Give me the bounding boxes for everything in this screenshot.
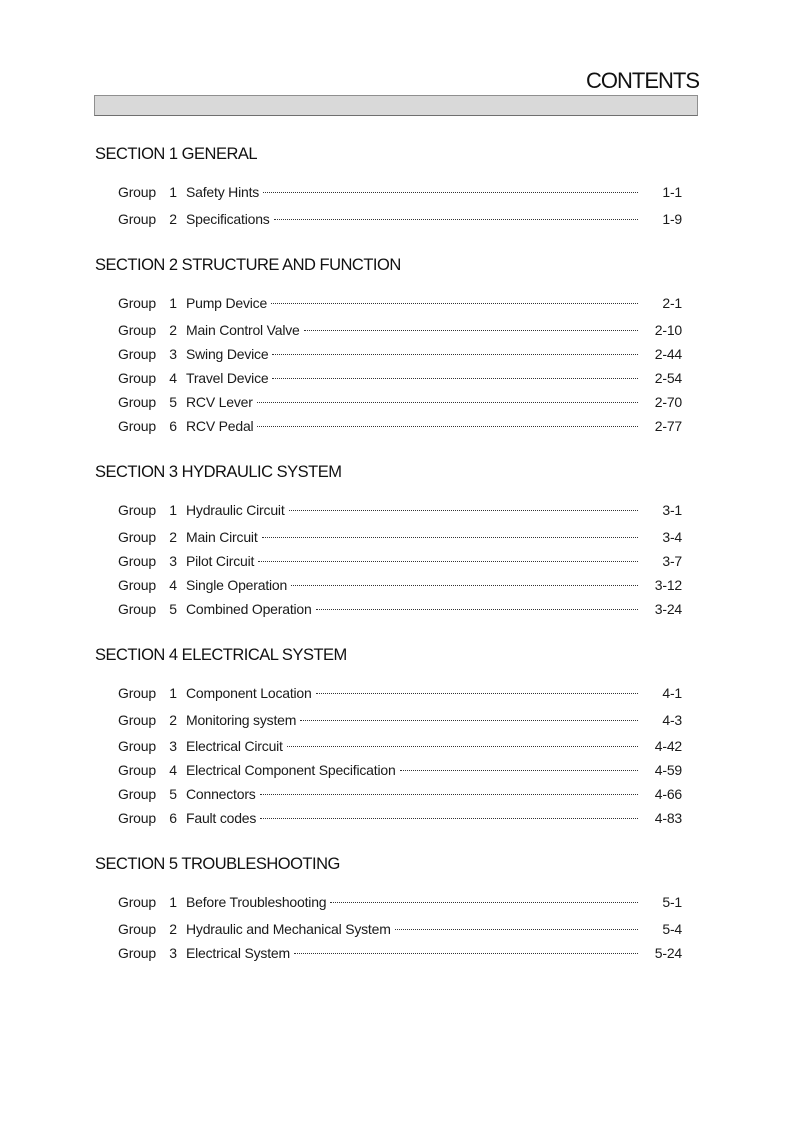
entry-line [186, 394, 640, 410]
group-label: Group [118, 553, 156, 569]
dot-leader [271, 302, 638, 304]
group-label: Group [118, 418, 156, 434]
toc-entry[interactable] [118, 685, 682, 705]
toc-entry[interactable] [118, 184, 682, 204]
page-number: 4-83 [654, 810, 682, 826]
group-number: 1 [169, 184, 177, 200]
dot-leader [272, 353, 638, 355]
group-label: Group [118, 184, 156, 200]
group-label: Group [118, 762, 156, 778]
group-number: 1 [169, 502, 177, 518]
group-number: 2 [169, 322, 177, 338]
entry-line [186, 370, 640, 386]
page-number: 2-77 [654, 418, 682, 434]
group-label: Group [118, 685, 156, 701]
dot-leader [257, 401, 638, 403]
group-label: Group [118, 712, 156, 728]
entry-line [186, 894, 640, 910]
dot-leader [304, 329, 638, 331]
entry-line [186, 921, 640, 937]
group-number: 3 [169, 346, 177, 362]
entry-line [186, 295, 640, 311]
entry-title: Monitoring system [186, 712, 297, 728]
entry-title: Hydraulic and Mechanical System [186, 921, 391, 937]
dot-leader [316, 692, 638, 694]
entry-title: Hydraulic Circuit [186, 502, 285, 518]
dot-leader [272, 377, 638, 379]
dot-leader [262, 536, 638, 538]
toc-entry[interactable] [118, 921, 682, 941]
page-number: 1-9 [662, 211, 682, 227]
toc-entry[interactable] [118, 370, 682, 390]
page-number: 2-54 [654, 370, 682, 386]
group-label: Group [118, 370, 156, 386]
entry-title: Electrical System [186, 945, 290, 961]
entry-title: Pilot Circuit [186, 553, 255, 569]
section-heading: SECTION 1 GENERAL [95, 145, 258, 163]
group-number: 6 [169, 810, 177, 826]
group-label: Group [118, 921, 156, 937]
group-number: 5 [169, 786, 177, 802]
dot-leader [294, 952, 638, 954]
entry-line [186, 601, 640, 617]
group-label: Group [118, 810, 156, 826]
page-number: 4-66 [654, 786, 682, 802]
group-number: 6 [169, 418, 177, 434]
toc-entry[interactable] [118, 945, 682, 965]
dot-leader [289, 509, 638, 511]
group-number: 2 [169, 921, 177, 937]
entry-title: RCV Pedal [186, 418, 254, 434]
group-number: 3 [169, 945, 177, 961]
toc-entry[interactable] [118, 502, 682, 522]
group-number: 5 [169, 601, 177, 617]
entry-title: Specifications [186, 211, 270, 227]
dot-leader [395, 928, 638, 930]
toc-entry[interactable] [118, 346, 682, 366]
group-number: 2 [169, 211, 177, 227]
toc-entry[interactable] [118, 295, 682, 315]
section-heading: SECTION 4 ELECTRICAL SYSTEM [95, 646, 347, 664]
group-number: 2 [169, 712, 177, 728]
dot-leader [300, 719, 638, 721]
group-label: Group [118, 295, 156, 311]
entry-title: Combined Operation [186, 601, 312, 617]
entry-title: Main Control Valve [186, 322, 300, 338]
group-label: Group [118, 394, 156, 410]
toc-entry[interactable] [118, 577, 682, 597]
page-number: 5-1 [662, 894, 682, 910]
page-number: 5-4 [662, 921, 682, 937]
group-label: Group [118, 894, 156, 910]
page-number: 4-42 [654, 738, 682, 754]
entry-title: Electrical Component Specification [186, 762, 396, 778]
dot-leader [263, 191, 638, 193]
group-label: Group [118, 322, 156, 338]
dot-leader [330, 901, 638, 903]
page-number: 2-1 [662, 295, 682, 311]
group-number: 4 [169, 370, 177, 386]
entry-title: Electrical Circuit [186, 738, 283, 754]
entry-title: RCV Lever [186, 394, 253, 410]
entry-line [186, 418, 640, 434]
entry-title: Pump Device [186, 295, 268, 311]
entry-title: Connectors [186, 786, 256, 802]
title-bar [94, 95, 698, 116]
page-number: 3-4 [662, 529, 682, 545]
entry-line [186, 502, 640, 518]
entry-line [186, 712, 640, 728]
page-number: 2-10 [654, 322, 682, 338]
toc-entry[interactable] [118, 810, 682, 830]
entry-line [186, 685, 640, 701]
toc-entry[interactable] [118, 322, 682, 342]
group-number: 1 [169, 685, 177, 701]
toc-entry[interactable] [118, 762, 682, 782]
page-number: 2-44 [654, 346, 682, 362]
toc-entry[interactable] [118, 418, 682, 438]
entry-line [186, 738, 640, 754]
group-number: 1 [169, 295, 177, 311]
entry-title: Fault codes [186, 810, 257, 826]
page-number: 5-24 [654, 945, 682, 961]
group-label: Group [118, 502, 156, 518]
toc-entry[interactable] [118, 553, 682, 573]
entry-title: Component Location [186, 685, 312, 701]
group-number: 2 [169, 529, 177, 545]
entry-line [186, 322, 640, 338]
section-heading: SECTION 5 TROUBLESHOOTING [95, 855, 340, 873]
entry-line [186, 184, 640, 200]
page-number: 3-7 [662, 553, 682, 569]
entry-line [186, 211, 640, 227]
toc-entry[interactable] [118, 712, 682, 732]
page-number: 3-1 [662, 502, 682, 518]
group-label: Group [118, 601, 156, 617]
page-number: 4-3 [662, 712, 682, 728]
page-number: 4-1 [662, 685, 682, 701]
entry-line [186, 346, 640, 362]
page-number: 1-1 [662, 184, 682, 200]
toc-entry[interactable] [118, 394, 682, 414]
dot-leader [316, 608, 638, 610]
toc-entry[interactable] [118, 738, 682, 758]
group-label: Group [118, 738, 156, 754]
page-number: 3-24 [654, 601, 682, 617]
dot-leader [257, 425, 638, 427]
toc-entry[interactable] [118, 529, 682, 549]
entry-line [186, 945, 640, 961]
section-heading: SECTION 3 HYDRAULIC SYSTEM [95, 463, 342, 481]
group-label: Group [118, 211, 156, 227]
toc-entry[interactable] [118, 894, 682, 914]
page-title: CONTENTS [586, 68, 699, 93]
dot-leader [258, 560, 638, 562]
entry-title: Safety Hints [186, 184, 260, 200]
entry-title: Swing Device [186, 346, 269, 362]
dot-leader [400, 769, 638, 771]
dot-leader [274, 218, 638, 220]
entry-line [186, 786, 640, 802]
toc-entry[interactable] [118, 601, 682, 621]
group-number: 1 [169, 894, 177, 910]
group-label: Group [118, 945, 156, 961]
group-label: Group [118, 346, 156, 362]
group-label: Group [118, 529, 156, 545]
entry-line [186, 553, 640, 569]
entry-title: Travel Device [186, 370, 269, 386]
entry-title: Single Operation [186, 577, 288, 593]
dot-leader [291, 584, 638, 586]
group-number: 3 [169, 553, 177, 569]
entry-line [186, 529, 640, 545]
dot-leader [260, 817, 638, 819]
section-heading: SECTION 2 STRUCTURE AND FUNCTION [95, 256, 401, 274]
entry-line [186, 577, 640, 593]
page-number: 4-59 [654, 762, 682, 778]
page-number: 2-70 [654, 394, 682, 410]
group-label: Group [118, 577, 156, 593]
group-number: 5 [169, 394, 177, 410]
entry-title: Before Troubleshooting [186, 894, 327, 910]
entry-line [186, 762, 640, 778]
group-number: 4 [169, 762, 177, 778]
entry-title: Main Circuit [186, 529, 258, 545]
toc-entry[interactable] [118, 786, 682, 806]
group-label: Group [118, 786, 156, 802]
entry-line [186, 810, 640, 826]
toc-entry[interactable] [118, 211, 682, 231]
group-number: 3 [169, 738, 177, 754]
dot-leader [260, 793, 638, 795]
page-number: 3-12 [654, 577, 682, 593]
group-number: 4 [169, 577, 177, 593]
dot-leader [287, 745, 638, 747]
